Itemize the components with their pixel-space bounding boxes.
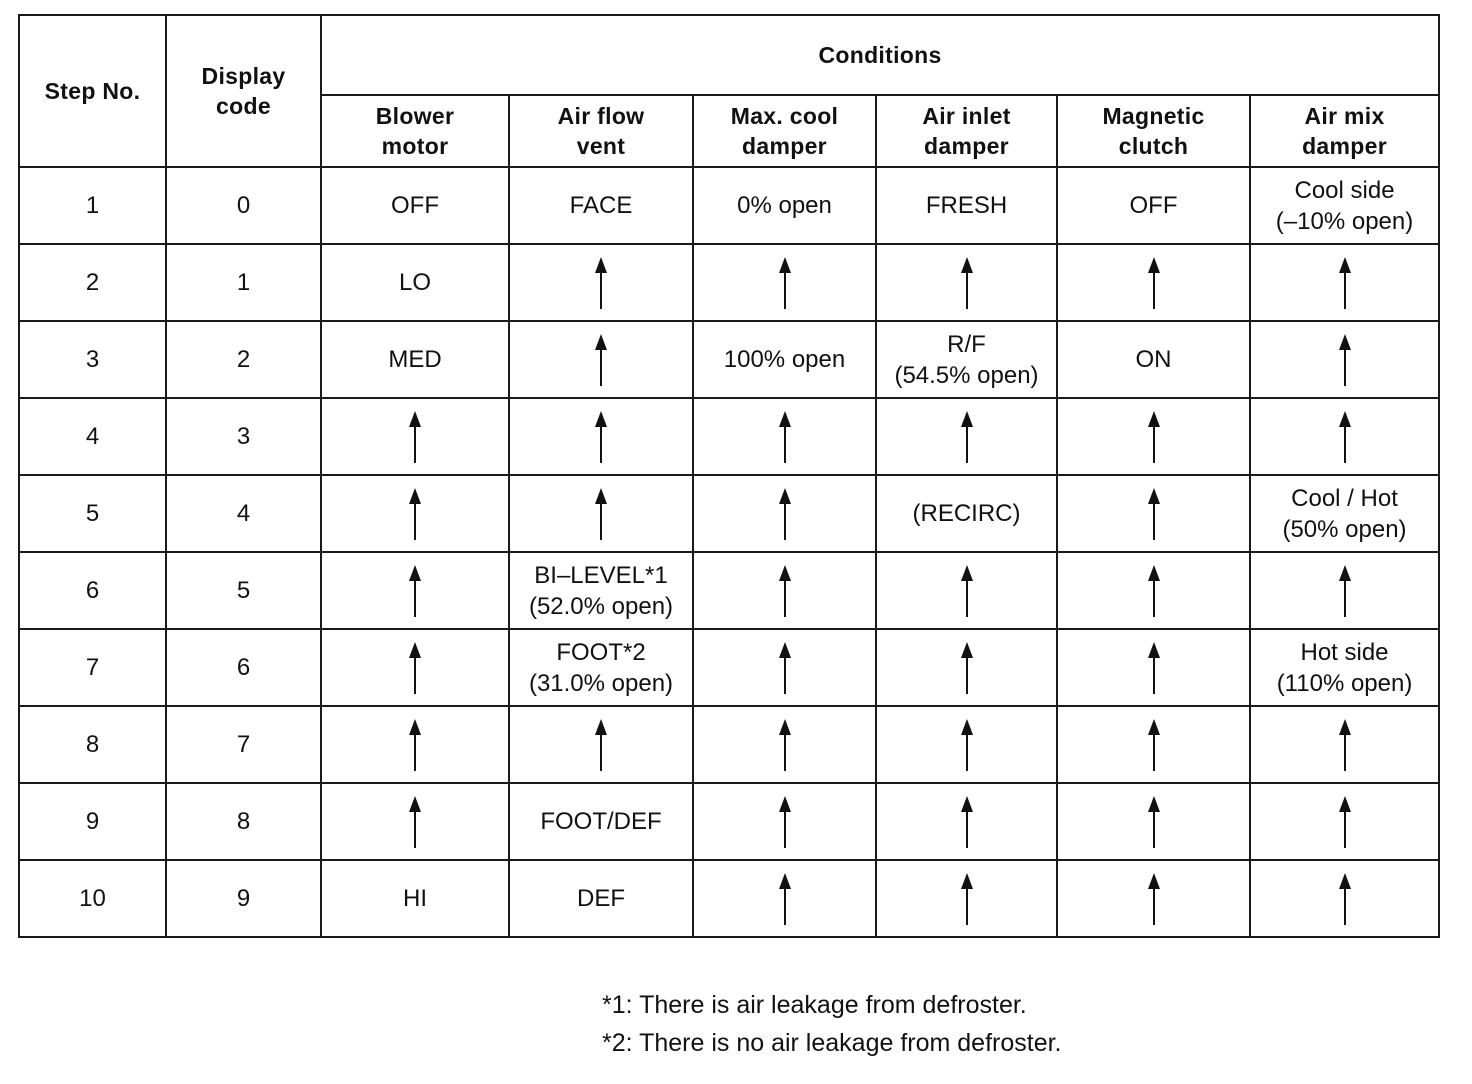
condition-cell xyxy=(693,860,876,937)
condition-cell xyxy=(1057,398,1250,475)
header-column: Blower motor xyxy=(321,95,509,167)
up-arrow-icon xyxy=(594,257,608,309)
condition-cell xyxy=(321,783,509,860)
up-arrow-icon xyxy=(408,411,422,463)
footnotes xyxy=(602,986,1062,1062)
condition-cell xyxy=(1057,629,1250,706)
table-row xyxy=(19,321,1439,398)
footnote-1: *1: There is air leakage from defroster. xyxy=(602,991,1027,1019)
condition-cell: Hot side (110% open) xyxy=(1250,629,1439,706)
condition-cell xyxy=(1057,552,1250,629)
condition-cell: ON xyxy=(1057,321,1250,398)
table-row xyxy=(19,475,1439,552)
table-row xyxy=(19,167,1439,244)
up-arrow-icon xyxy=(1338,719,1352,771)
step-no-cell: 8 xyxy=(19,706,166,783)
table-row xyxy=(19,398,1439,475)
up-arrow-icon xyxy=(1147,642,1161,694)
condition-cell xyxy=(1250,321,1439,398)
condition-cell: HI xyxy=(321,860,509,937)
up-arrow-icon xyxy=(594,719,608,771)
step-no-cell: 4 xyxy=(19,398,166,475)
condition-cell: OFF xyxy=(321,167,509,244)
up-arrow-icon xyxy=(408,488,422,540)
condition-cell: BI–LEVEL*1 (52.0% open) xyxy=(509,552,693,629)
step-no-cell: 3 xyxy=(19,321,166,398)
condition-cell xyxy=(1057,783,1250,860)
condition-cell: R/F (54.5% open) xyxy=(876,321,1057,398)
condition-cell xyxy=(321,398,509,475)
up-arrow-icon xyxy=(778,873,792,925)
up-arrow-icon xyxy=(960,257,974,309)
condition-cell xyxy=(693,552,876,629)
condition-cell xyxy=(876,244,1057,321)
up-arrow-icon xyxy=(1147,488,1161,540)
up-arrow-icon xyxy=(1147,411,1161,463)
condition-cell: OFF xyxy=(1057,167,1250,244)
up-arrow-icon xyxy=(960,411,974,463)
condition-cell xyxy=(1250,706,1439,783)
display-code-cell: 4 xyxy=(166,475,321,552)
up-arrow-icon xyxy=(1338,334,1352,386)
up-arrow-icon xyxy=(1147,719,1161,771)
condition-cell: 0% open xyxy=(693,167,876,244)
up-arrow-icon xyxy=(960,719,974,771)
condition-cell xyxy=(1250,860,1439,937)
condition-cell xyxy=(1057,244,1250,321)
condition-cell xyxy=(1250,244,1439,321)
condition-cell: MED xyxy=(321,321,509,398)
table-row xyxy=(19,783,1439,860)
table-row xyxy=(19,860,1439,937)
display-code-cell: 5 xyxy=(166,552,321,629)
condition-cell xyxy=(1057,475,1250,552)
condition-cell xyxy=(693,475,876,552)
display-code-cell: 2 xyxy=(166,321,321,398)
condition-cell xyxy=(321,706,509,783)
condition-cell xyxy=(509,398,693,475)
condition-cell xyxy=(876,629,1057,706)
condition-cell: Cool / Hot (50% open) xyxy=(1250,475,1439,552)
condition-cell xyxy=(876,706,1057,783)
up-arrow-icon xyxy=(408,796,422,848)
table-row xyxy=(19,629,1439,706)
condition-cell xyxy=(1250,783,1439,860)
condition-cell xyxy=(693,783,876,860)
up-arrow-icon xyxy=(960,565,974,617)
condition-cell xyxy=(876,783,1057,860)
condition-cell xyxy=(509,321,693,398)
header-column: Max. cool damper xyxy=(693,95,876,167)
condition-cell xyxy=(1250,552,1439,629)
display-code-cell: 6 xyxy=(166,629,321,706)
up-arrow-icon xyxy=(960,796,974,848)
up-arrow-icon xyxy=(408,565,422,617)
up-arrow-icon xyxy=(778,642,792,694)
condition-cell xyxy=(693,398,876,475)
header-display-code: Display code xyxy=(166,15,321,167)
header-column: Air mix damper xyxy=(1250,95,1439,167)
header-row-top xyxy=(19,15,1439,95)
up-arrow-icon xyxy=(778,257,792,309)
condition-cell xyxy=(509,475,693,552)
condition-cell xyxy=(321,475,509,552)
display-code-cell: 8 xyxy=(166,783,321,860)
condition-cell xyxy=(509,706,693,783)
step-no-cell: 1 xyxy=(19,167,166,244)
condition-cell: 100% open xyxy=(693,321,876,398)
footnote-2: *2: There is no air leakage from defroster. xyxy=(602,1029,1062,1057)
condition-cell xyxy=(1057,860,1250,937)
header-column: Air inlet damper xyxy=(876,95,1057,167)
up-arrow-icon xyxy=(1338,873,1352,925)
condition-cell xyxy=(876,860,1057,937)
up-arrow-icon xyxy=(594,411,608,463)
up-arrow-icon xyxy=(1338,257,1352,309)
table-row xyxy=(19,244,1439,321)
header-step-no: Step No. xyxy=(19,15,166,167)
up-arrow-icon xyxy=(1338,796,1352,848)
condition-cell: FRESH xyxy=(876,167,1057,244)
up-arrow-icon xyxy=(1147,873,1161,925)
up-arrow-icon xyxy=(778,796,792,848)
up-arrow-icon xyxy=(1147,565,1161,617)
table-body xyxy=(19,167,1439,937)
up-arrow-icon xyxy=(1147,796,1161,848)
condition-cell xyxy=(693,244,876,321)
condition-cell xyxy=(693,706,876,783)
display-code-cell: 9 xyxy=(166,860,321,937)
step-no-cell: 2 xyxy=(19,244,166,321)
condition-cell: Cool side (–10% open) xyxy=(1250,167,1439,244)
condition-cell: FACE xyxy=(509,167,693,244)
display-code-cell: 1 xyxy=(166,244,321,321)
up-arrow-icon xyxy=(960,642,974,694)
header-column: Magnetic clutch xyxy=(1057,95,1250,167)
up-arrow-icon xyxy=(778,565,792,617)
header-conditions: Conditions xyxy=(321,15,1439,95)
step-no-cell: 10 xyxy=(19,860,166,937)
display-code-cell: 0 xyxy=(166,167,321,244)
up-arrow-icon xyxy=(594,488,608,540)
up-arrow-icon xyxy=(778,488,792,540)
header-column: Air flow vent xyxy=(509,95,693,167)
display-code-cell: 7 xyxy=(166,706,321,783)
up-arrow-icon xyxy=(1147,257,1161,309)
display-code-cell: 3 xyxy=(166,398,321,475)
up-arrow-icon xyxy=(408,719,422,771)
condition-cell xyxy=(509,244,693,321)
step-no-cell: 5 xyxy=(19,475,166,552)
condition-cell xyxy=(876,552,1057,629)
table-row xyxy=(19,552,1439,629)
step-no-cell: 7 xyxy=(19,629,166,706)
condition-cell: FOOT*2 (31.0% open) xyxy=(509,629,693,706)
up-arrow-icon xyxy=(594,334,608,386)
step-no-cell: 9 xyxy=(19,783,166,860)
condition-cell xyxy=(1250,398,1439,475)
condition-cell: LO xyxy=(321,244,509,321)
condition-cell xyxy=(321,552,509,629)
condition-cell xyxy=(693,629,876,706)
up-arrow-icon xyxy=(1338,565,1352,617)
up-arrow-icon xyxy=(778,719,792,771)
table-row xyxy=(19,706,1439,783)
up-arrow-icon xyxy=(778,411,792,463)
condition-cell xyxy=(321,629,509,706)
up-arrow-icon xyxy=(1338,411,1352,463)
condition-cell xyxy=(876,398,1057,475)
up-arrow-icon xyxy=(960,873,974,925)
condition-cell: DEF xyxy=(509,860,693,937)
condition-cell: FOOT/DEF xyxy=(509,783,693,860)
conditions-table xyxy=(18,14,1440,938)
condition-cell xyxy=(1057,706,1250,783)
condition-cell: (RECIRC) xyxy=(876,475,1057,552)
up-arrow-icon xyxy=(408,642,422,694)
step-no-cell: 6 xyxy=(19,552,166,629)
